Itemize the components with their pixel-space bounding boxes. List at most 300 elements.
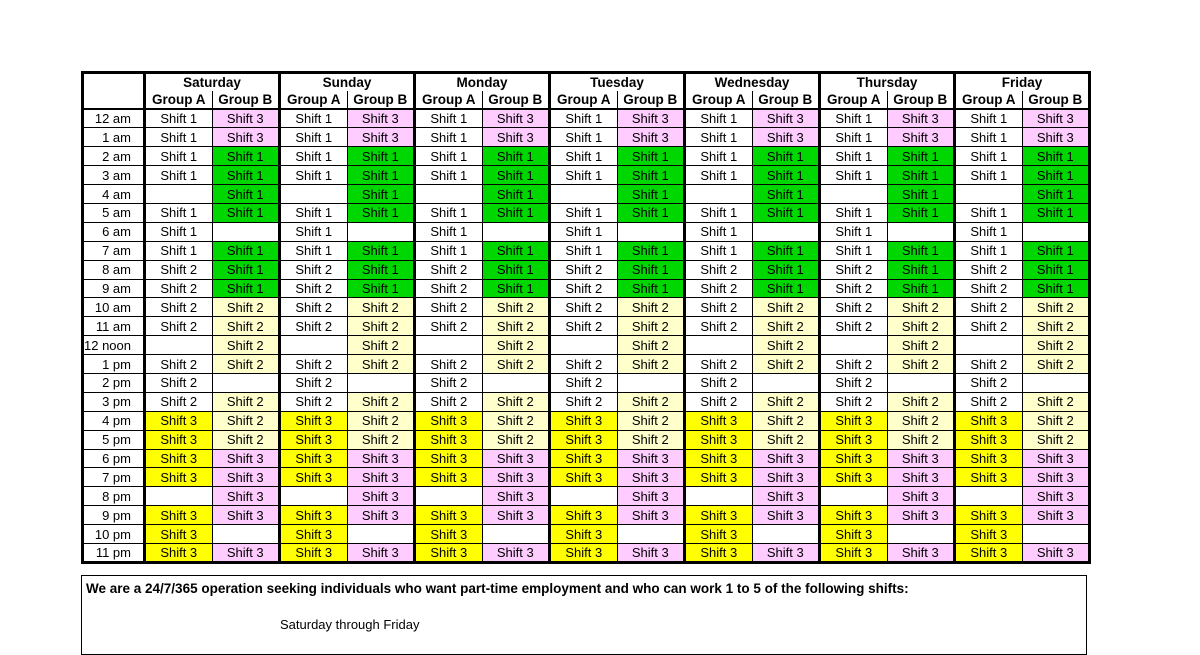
shift-cell-group-a: Shift 1 [685,147,753,166]
shift-cell-group-b [212,525,280,544]
shift-cell-group-b: Shift 3 [212,506,280,525]
shift-cell-group-b: Shift 1 [482,166,550,185]
shift-cell-group-b: Shift 2 [887,336,955,355]
shift-cell-group-b [212,222,280,241]
shift-cell-group-b: Shift 3 [887,506,955,525]
shift-cell-group-a: Shift 1 [820,241,888,260]
shift-cell-group-b [887,525,955,544]
shift-cell-group-a: Shift 1 [820,147,888,166]
shift-cell-group-b: Shift 1 [347,279,415,298]
shift-cell-group-a: Shift 1 [955,241,1023,260]
shift-cell-group-b [482,373,550,392]
shift-cell-group-a: Shift 1 [820,128,888,147]
shift-cell-group-b [617,222,685,241]
group-header-b: Group B [482,91,550,109]
shift-cell-group-a: Shift 3 [145,506,213,525]
shift-cell-group-b: Shift 1 [887,279,955,298]
shift-cell-group-a: Shift 1 [415,203,483,222]
shift-cell-group-b: Shift 3 [1022,506,1090,525]
shift-cell-group-b: Shift 2 [752,430,820,449]
shift-cell-group-a [550,336,618,355]
shift-cell-group-a: Shift 3 [415,468,483,487]
shift-cell-group-b [212,373,280,392]
shift-cell-group-a: Shift 1 [820,166,888,185]
schedule-row [83,185,1090,204]
shift-cell-group-b: Shift 3 [887,128,955,147]
shift-cell-group-b: Shift 2 [887,392,955,411]
schedule-row [83,506,1090,525]
time-label: 2 am [83,147,145,166]
time-label: 8 pm [83,487,145,506]
shift-cell-group-a: Shift 1 [145,109,213,128]
group-header-a: Group A [280,91,348,109]
shift-cell-group-a: Shift 3 [685,430,753,449]
time-label: 10 pm [83,525,145,544]
shift-cell-group-a: Shift 3 [685,411,753,430]
shift-cell-group-b: Shift 2 [482,430,550,449]
shift-cell-group-a: Shift 1 [550,241,618,260]
shift-cell-group-b: Shift 3 [1022,543,1090,562]
shift-cell-group-b: Shift 2 [347,355,415,374]
shift-cell-group-a: Shift 2 [415,279,483,298]
shift-cell-group-a: Shift 1 [280,203,348,222]
shift-cell-group-a: Shift 3 [955,525,1023,544]
notice-text: We are a 24/7/365 operation seeking individuals who want part-time employment and who can work 1 to 5 of the following shifts: [86,581,909,596]
shift-cell-group-b: Shift 2 [347,430,415,449]
shift-cell-group-a: Shift 2 [685,298,753,317]
shift-cell-group-a: Shift 3 [820,543,888,562]
shift-cell-group-a: Shift 2 [145,298,213,317]
shift-cell-group-b: Shift 3 [347,449,415,468]
shift-cell-group-a: Shift 2 [955,260,1023,279]
shift-cell-group-b: Shift 3 [347,487,415,506]
schedule-row [83,222,1090,241]
shift-cell-group-a: Shift 1 [550,203,618,222]
shift-cell-group-b: Shift 3 [752,449,820,468]
shift-cell-group-a: Shift 3 [685,468,753,487]
shift-cell-group-b: Shift 1 [1022,279,1090,298]
shift-cell-group-a: Shift 2 [415,298,483,317]
shift-cell-group-b: Shift 3 [752,128,820,147]
shift-cell-group-a: Shift 3 [955,430,1023,449]
shift-cell-group-b [617,525,685,544]
shift-cell-group-b: Shift 1 [617,241,685,260]
shift-cell-group-a: Shift 3 [280,449,348,468]
shift-cell-group-a: Shift 2 [955,298,1023,317]
time-label: 5 am [83,203,145,222]
shift-cell-group-a: Shift 1 [145,166,213,185]
shift-cell-group-a: Shift 1 [955,166,1023,185]
shift-cell-group-b: Shift 2 [1022,411,1090,430]
shift-cell-group-b: Shift 3 [347,128,415,147]
schedule-row [83,449,1090,468]
shift-cell-group-a: Shift 3 [685,525,753,544]
shift-cell-group-b: Shift 3 [482,109,550,128]
shift-cell-group-a: Shift 2 [145,392,213,411]
time-label: 7 pm [83,468,145,487]
shift-cell-group-b: Shift 2 [887,317,955,336]
shift-cell-group-b [752,222,820,241]
shift-cell-group-a: Shift 3 [820,468,888,487]
shift-cell-group-b: Shift 1 [617,166,685,185]
schedule-row [83,109,1090,128]
shift-cell-group-b: Shift 2 [482,298,550,317]
shift-cell-group-b [887,222,955,241]
shift-cell-group-a [280,185,348,204]
shift-cell-group-a: Shift 2 [415,260,483,279]
group-header-a: Group A [415,91,483,109]
shift-cell-group-b: Shift 2 [617,336,685,355]
shift-cell-group-b [1022,525,1090,544]
shift-cell-group-b: Shift 1 [617,260,685,279]
shift-cell-group-a: Shift 2 [685,317,753,336]
shift-cell-group-a [955,487,1023,506]
shift-cell-group-b: Shift 2 [752,355,820,374]
shift-cell-group-a: Shift 3 [955,468,1023,487]
shift-cell-group-b: Shift 3 [212,109,280,128]
shift-cell-group-b: Shift 2 [617,430,685,449]
shift-cell-group-a [415,185,483,204]
shift-cell-group-a [820,336,888,355]
shift-cell-group-a: Shift 1 [955,128,1023,147]
shift-cell-group-b: Shift 3 [212,128,280,147]
shift-cell-group-a: Shift 2 [280,317,348,336]
shift-cell-group-b: Shift 2 [347,298,415,317]
shift-cell-group-b: Shift 2 [482,317,550,336]
shift-cell-group-b: Shift 3 [1022,109,1090,128]
shift-cell-group-b: Shift 2 [212,336,280,355]
schedule-row [83,128,1090,147]
group-header-b: Group B [212,91,280,109]
shift-cell-group-a [280,487,348,506]
shift-cell-group-a: Shift 1 [955,109,1023,128]
shift-cell-group-a: Shift 2 [280,373,348,392]
schedule-header [83,73,1090,110]
shift-cell-group-a: Shift 1 [685,128,753,147]
shift-cell-group-b: Shift 2 [617,317,685,336]
shift-cell-group-b: Shift 3 [752,468,820,487]
shift-cell-group-a: Shift 3 [415,506,483,525]
shift-cell-group-a: Shift 3 [955,411,1023,430]
shift-cell-group-a: Shift 1 [145,222,213,241]
shift-cell-group-a: Shift 3 [550,525,618,544]
shift-cell-group-a: Shift 1 [820,109,888,128]
shift-cell-group-b: Shift 1 [482,147,550,166]
shift-cell-group-a: Shift 1 [280,222,348,241]
shift-cell-group-b: Shift 2 [752,411,820,430]
shift-cell-group-b: Shift 2 [887,430,955,449]
shift-cell-group-b [482,222,550,241]
shift-cell-group-a: Shift 3 [415,543,483,562]
shift-cell-group-b: Shift 3 [1022,487,1090,506]
shift-cell-group-a: Shift 3 [415,449,483,468]
shift-cell-group-a: Shift 2 [550,355,618,374]
shift-cell-group-a: Shift 1 [955,222,1023,241]
group-header-b: Group B [617,91,685,109]
time-label: 7 am [83,241,145,260]
shift-cell-group-b: Shift 1 [1022,147,1090,166]
shift-cell-group-a: Shift 3 [550,543,618,562]
time-label: 12 am [83,109,145,128]
shift-cell-group-b: Shift 1 [482,279,550,298]
shift-cell-group-a [685,336,753,355]
shift-cell-group-b: Shift 1 [347,166,415,185]
day-header-row [83,73,1090,92]
shift-cell-group-b: Shift 3 [887,449,955,468]
shift-cell-group-a: Shift 3 [280,525,348,544]
shift-cell-group-b: Shift 2 [887,411,955,430]
shift-cell-group-b: Shift 1 [347,203,415,222]
shift-cell-group-b: Shift 3 [617,487,685,506]
day-header-tuesday: Tuesday [550,73,685,92]
shift-cell-group-a: Shift 2 [820,392,888,411]
time-label: 12 noon [83,336,145,355]
shift-cell-group-a: Shift 2 [280,260,348,279]
shift-cell-group-b: Shift 3 [482,128,550,147]
shift-cell-group-a: Shift 3 [145,543,213,562]
shift-cell-group-b: Shift 3 [617,543,685,562]
shift-cell-group-a: Shift 1 [820,203,888,222]
group-header-a: Group A [145,91,213,109]
shift-cell-group-b: Shift 2 [212,392,280,411]
shift-cell-group-b: Shift 1 [617,185,685,204]
time-label: 1 pm [83,355,145,374]
shift-cell-group-a: Shift 3 [550,449,618,468]
shift-cell-group-a: Shift 2 [955,355,1023,374]
shift-cell-group-b: Shift 3 [752,109,820,128]
shift-cell-group-b: Shift 2 [347,411,415,430]
shift-cell-group-a: Shift 2 [280,392,348,411]
shift-cell-group-b: Shift 3 [752,506,820,525]
shift-cell-group-b: Shift 1 [212,279,280,298]
shift-cell-group-b [617,373,685,392]
time-label: 9 pm [83,506,145,525]
shift-cell-group-b: Shift 3 [212,468,280,487]
shift-cell-group-a: Shift 1 [415,222,483,241]
shift-cell-group-a: Shift 1 [145,128,213,147]
shift-cell-group-b: Shift 2 [752,298,820,317]
shift-cell-group-a: Shift 1 [550,109,618,128]
shift-cell-group-a: Shift 1 [280,147,348,166]
shift-cell-group-a [820,185,888,204]
shift-cell-group-b [752,373,820,392]
shift-cell-group-a: Shift 1 [415,166,483,185]
shift-cell-group-b: Shift 1 [212,260,280,279]
shift-cell-group-b: Shift 3 [617,109,685,128]
shift-cell-group-b: Shift 2 [1022,298,1090,317]
shift-cell-group-b: Shift 3 [1022,128,1090,147]
shift-cell-group-b: Shift 3 [212,543,280,562]
notice-box [81,575,1087,655]
shift-cell-group-a: Shift 3 [820,525,888,544]
shift-cell-group-b: Shift 1 [1022,203,1090,222]
shift-cell-group-a: Shift 2 [145,279,213,298]
schedule-row [83,317,1090,336]
shift-cell-group-a: Shift 1 [145,203,213,222]
shift-cell-group-b: Shift 1 [752,166,820,185]
shift-cell-group-b [347,222,415,241]
shift-cell-group-a: Shift 3 [280,430,348,449]
shift-cell-group-a: Shift 3 [820,449,888,468]
group-header-row [83,91,1090,109]
shift-cell-group-a: Shift 1 [145,147,213,166]
corner-cell [83,73,145,110]
shift-cell-group-a: Shift 1 [280,109,348,128]
shift-cell-group-a [685,487,753,506]
shift-cell-group-b: Shift 1 [752,203,820,222]
schedule-body [83,109,1090,562]
shift-cell-group-b: Shift 2 [752,336,820,355]
shift-cell-group-a: Shift 1 [685,241,753,260]
shift-cell-group-b: Shift 2 [1022,317,1090,336]
shift-cell-group-a: Shift 3 [280,506,348,525]
shift-cell-group-a: Shift 2 [145,317,213,336]
schedule-row [83,203,1090,222]
time-label: 3 am [83,166,145,185]
shift-cell-group-a: Shift 2 [550,392,618,411]
shift-cell-group-b: Shift 3 [617,128,685,147]
shift-cell-group-b: Shift 2 [347,392,415,411]
shift-cell-group-a: Shift 3 [685,543,753,562]
day-header-monday: Monday [415,73,550,92]
shift-cell-group-a: Shift 2 [145,355,213,374]
shift-cell-group-a: Shift 2 [415,317,483,336]
shift-cell-group-a: Shift 3 [145,525,213,544]
group-header-a: Group A [550,91,618,109]
shift-cell-group-b: Shift 3 [887,468,955,487]
shift-cell-group-b [347,373,415,392]
shift-cell-group-b: Shift 1 [482,241,550,260]
schedule-row [83,430,1090,449]
shift-cell-group-a: Shift 2 [685,373,753,392]
shift-cell-group-b: Shift 1 [752,279,820,298]
shift-cell-group-a [820,487,888,506]
group-header-b: Group B [1022,91,1090,109]
shift-cell-group-b [1022,373,1090,392]
group-header-b: Group B [347,91,415,109]
schedule-row [83,468,1090,487]
time-label: 10 am [83,298,145,317]
shift-cell-group-a: Shift 3 [550,506,618,525]
schedule-row [83,298,1090,317]
shift-cell-group-a: Shift 1 [415,128,483,147]
notice-subtext: Saturday through Friday [280,617,420,632]
shift-cell-group-b: Shift 2 [887,298,955,317]
shift-cell-group-b: Shift 3 [617,468,685,487]
shift-cell-group-a: Shift 1 [955,203,1023,222]
schedule-row [83,487,1090,506]
shift-cell-group-b: Shift 1 [887,241,955,260]
shift-cell-group-a: Shift 2 [280,279,348,298]
shift-cell-group-b: Shift 1 [617,279,685,298]
shift-cell-group-a: Shift 2 [820,279,888,298]
schedule-row [83,392,1090,411]
shift-cell-group-a: Shift 2 [550,260,618,279]
shift-cell-group-a: Shift 1 [550,166,618,185]
shift-cell-group-b: Shift 3 [212,449,280,468]
shift-cell-group-a: Shift 3 [820,430,888,449]
shift-cell-group-a: Shift 1 [415,109,483,128]
shift-cell-group-a: Shift 2 [685,260,753,279]
shift-cell-group-a: Shift 1 [820,222,888,241]
shift-cell-group-a: Shift 3 [550,411,618,430]
shift-cell-group-b: Shift 2 [347,317,415,336]
shift-cell-group-a: Shift 2 [685,279,753,298]
schedule-row [83,543,1090,562]
time-label: 4 pm [83,411,145,430]
shift-cell-group-b: Shift 1 [482,260,550,279]
shift-cell-group-b: Shift 1 [212,166,280,185]
shift-cell-group-b: Shift 1 [212,147,280,166]
shift-cell-group-a: Shift 1 [280,241,348,260]
shift-cell-group-a [415,336,483,355]
shift-cell-group-b: Shift 1 [617,147,685,166]
shift-cell-group-b: Shift 2 [212,411,280,430]
shift-schedule-table [81,71,1091,564]
schedule-row [83,279,1090,298]
shift-cell-group-a: Shift 1 [550,147,618,166]
shift-cell-group-a: Shift 1 [550,222,618,241]
shift-cell-group-b: Shift 2 [212,355,280,374]
shift-cell-group-b: Shift 2 [482,392,550,411]
shift-cell-group-a: Shift 3 [955,543,1023,562]
schedule-row [83,336,1090,355]
shift-cell-group-b: Shift 1 [347,241,415,260]
shift-cell-group-a: Shift 2 [550,317,618,336]
shift-cell-group-a: Shift 1 [685,109,753,128]
time-label: 11 am [83,317,145,336]
shift-cell-group-a: Shift 1 [685,222,753,241]
shift-cell-group-a: Shift 2 [955,373,1023,392]
shift-cell-group-b: Shift 3 [887,487,955,506]
shift-cell-group-b: Shift 1 [1022,241,1090,260]
shift-cell-group-a: Shift 3 [415,411,483,430]
shift-cell-group-b: Shift 2 [347,336,415,355]
shift-cell-group-b: Shift 1 [887,185,955,204]
day-header-thursday: Thursday [820,73,955,92]
shift-cell-group-b: Shift 1 [347,260,415,279]
schedule-row [83,166,1090,185]
shift-cell-group-b: Shift 1 [617,203,685,222]
shift-cell-group-a: Shift 2 [550,373,618,392]
time-label: 1 am [83,128,145,147]
shift-cell-group-b: Shift 3 [617,506,685,525]
shift-cell-group-b: Shift 3 [617,449,685,468]
time-label: 11 pm [83,543,145,562]
shift-cell-group-a: Shift 1 [685,166,753,185]
shift-cell-group-a: Shift 2 [685,355,753,374]
shift-cell-group-b: Shift 3 [482,468,550,487]
shift-cell-group-a [685,185,753,204]
schedule-row [83,411,1090,430]
shift-cell-group-b: Shift 3 [212,487,280,506]
shift-cell-group-b: Shift 2 [212,298,280,317]
shift-cell-group-a: Shift 2 [820,260,888,279]
shift-cell-group-a: Shift 2 [145,373,213,392]
time-label: 2 pm [83,373,145,392]
shift-cell-group-a: Shift 3 [145,430,213,449]
shift-cell-group-b: Shift 1 [1022,166,1090,185]
shift-cell-group-a [145,487,213,506]
shift-cell-group-b [482,525,550,544]
shift-cell-group-b [1022,222,1090,241]
time-label: 6 pm [83,449,145,468]
shift-cell-group-b: Shift 1 [212,203,280,222]
shift-cell-group-a: Shift 2 [415,392,483,411]
group-header-b: Group B [887,91,955,109]
shift-cell-group-b: Shift 2 [1022,336,1090,355]
shift-cell-group-a [280,336,348,355]
